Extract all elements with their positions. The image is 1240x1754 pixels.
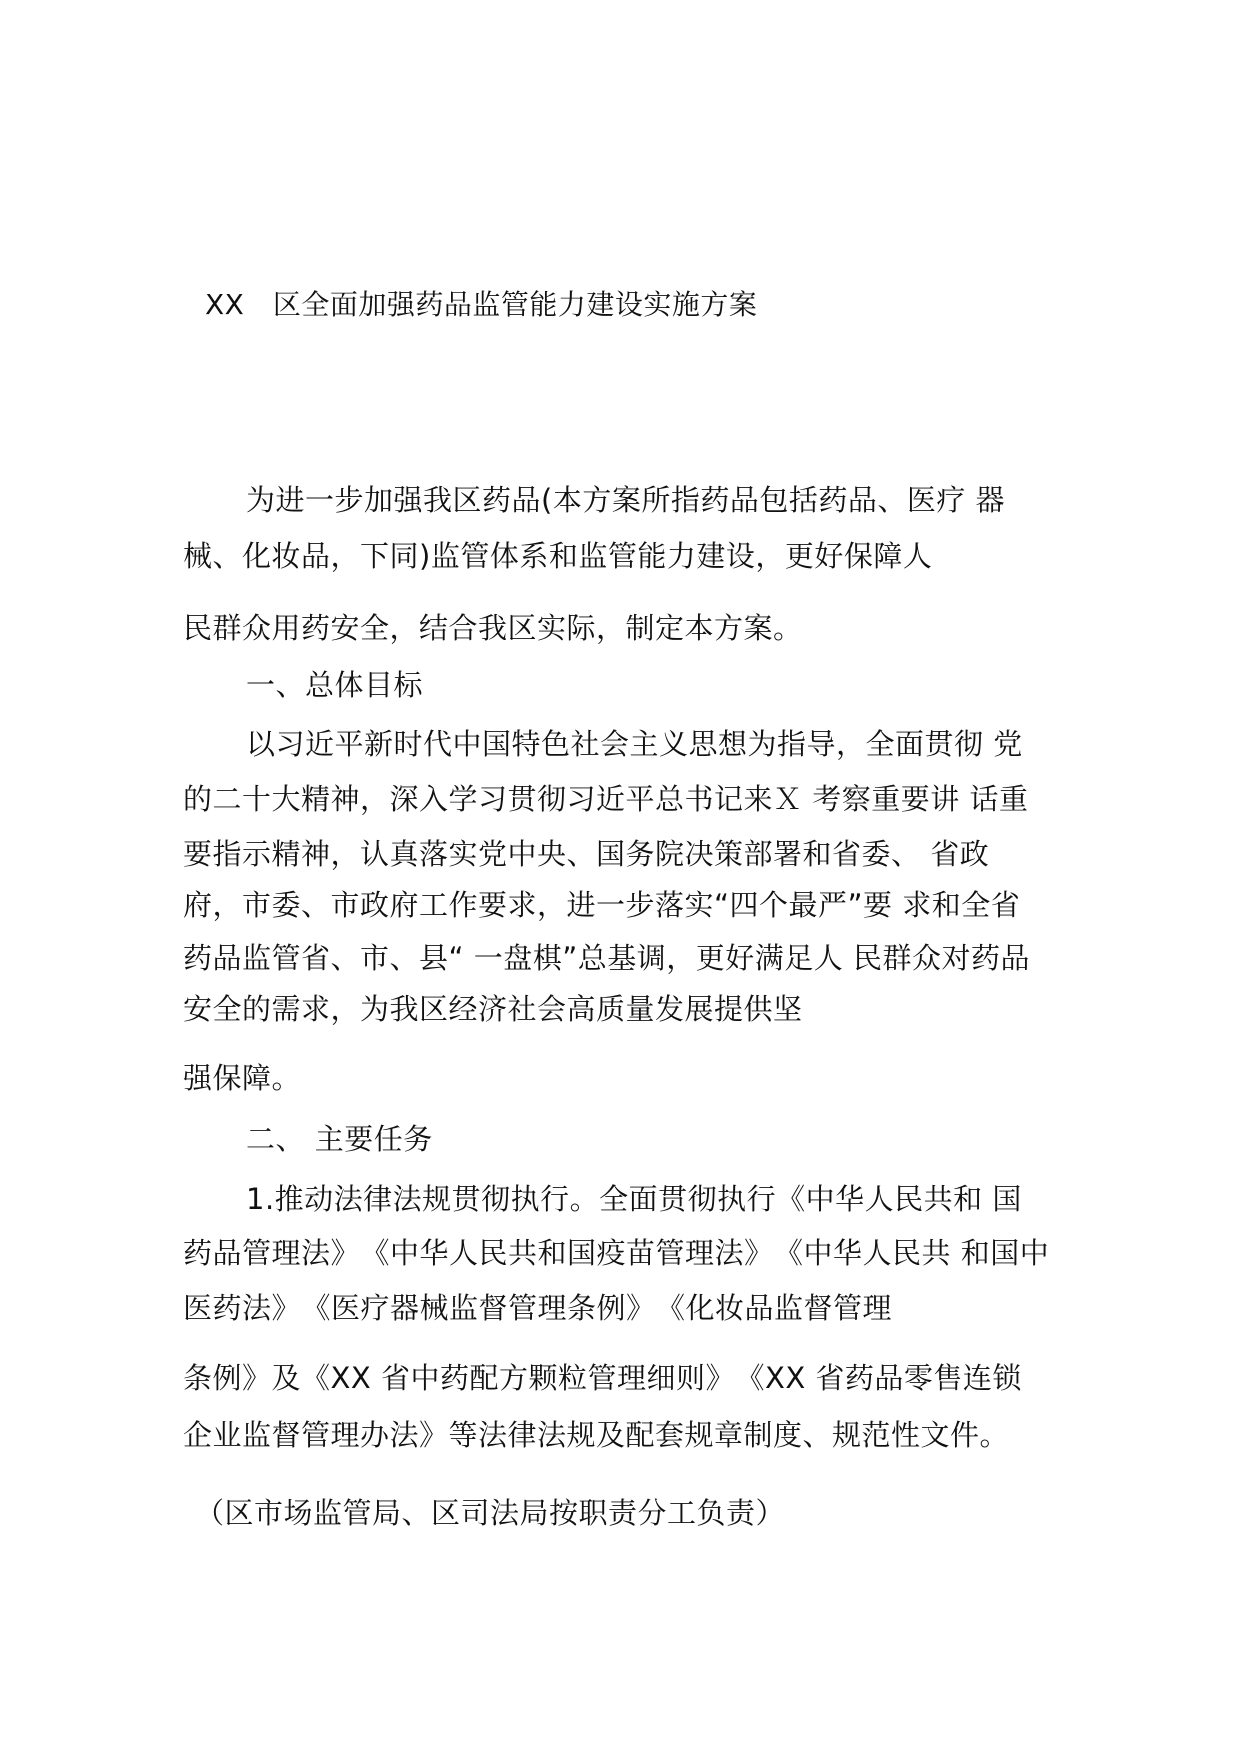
section1-line-2: 的二十大精神，深入学习贯彻习近平总书记来Ｘ 考察重要讲 话重 <box>183 782 1029 816</box>
section2-item1-line-3: 医药法》 《医疗器械监督管理条例》 《化妆品监督管理 <box>183 1291 893 1325</box>
intro-line-3: 民群众用药安全，结合我区实际，制定本方案。 <box>183 611 803 645</box>
section1-line-1: 以习近平新时代中国特色社会主义思想为指导，全面贯彻 党 <box>246 727 1023 761</box>
section2-item1-line-5: 企业监督管理办法》等法律法规及配套规章制度、规范性文件。 <box>183 1418 1010 1452</box>
section2-item1-line-4: 条例》及《XX 省中药配方颗粒管理细则》 《XX 省药品零售连锁 <box>183 1361 1022 1395</box>
section1-line-3: 要指示精神，认真落实党中央、国务院决策部署和省委、 省政 <box>183 837 990 871</box>
section1-line-4: 府，市委、市政府工作要求，进一步落实“四个最严”要 求和全省 <box>183 888 1021 922</box>
intro-line-1: 为进一步加强我区药品(本方案所指药品包括药品、医疗 器 <box>246 483 1006 517</box>
section1-line-7: 强保障。 <box>183 1061 302 1095</box>
section1-heading: 一、总体目标 <box>246 668 424 702</box>
document-title: XX 区全面加强药品监管能力建设实施方案 <box>205 288 758 321</box>
section2-item1-line-1: 1.推动法律法规贯彻执行。全面贯彻执行《中华人民共和 国 <box>246 1182 1022 1216</box>
section2-item1-line-2: 药品管理法》 《中华人民共和国疫苗管理法》 《中华人民共 和国中 <box>183 1236 1050 1270</box>
intro-line-2: 械、化妆品，下同)监管体系和监管能力建设，更好保障人 <box>183 539 933 573</box>
section1-line-6: 安全的需求，为我区经济社会高质量发展提供坚 <box>183 992 803 1026</box>
section2-item1-line-6: （区市场监管局、区司法局按职责分工负责） <box>195 1496 786 1530</box>
section2-heading: 二、 主要任务 <box>246 1122 433 1156</box>
section1-line-5: 药品监管省、市、县“ 一盘棋”总基调，更好满足人 民群众对药品 <box>183 941 1030 975</box>
